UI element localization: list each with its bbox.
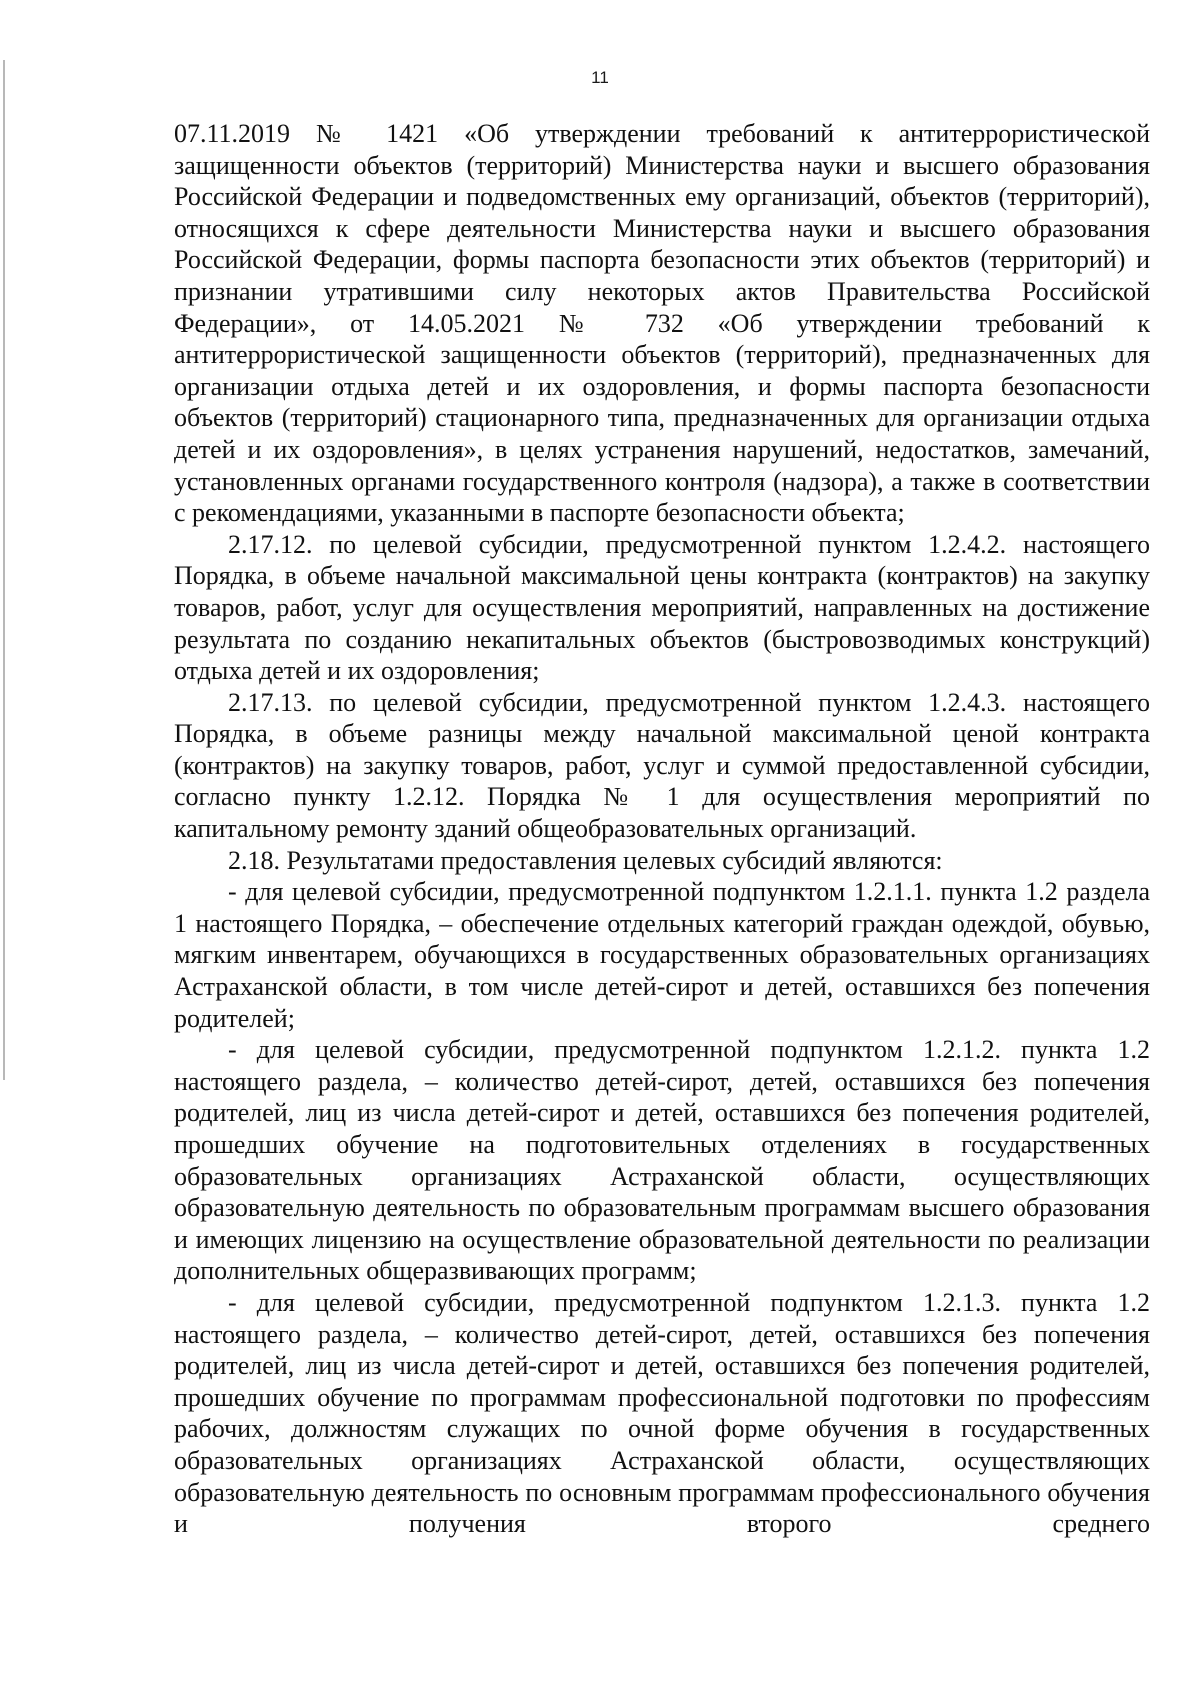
page-number: 11 <box>591 68 609 87</box>
paragraph-2-18: 2.18. Результатами предоставления целевых субсидий являются: <box>228 845 943 875</box>
paragraph-2-17-12: 2.17.12. по целевой субсидии, предусмотренной пунктом 1.2.4.2. настоящего Порядка, в объеме начальной максимальной цены контракта (контрактов) на закупку товаров, работ, услуг для осуществления мероприятий, направленных на достижение результата по созданию некапитальных объектов (быстровозводимых конструкций) отдыха детей и их оздоровления; <box>174 529 1150 686</box>
list-item-subsidy-1-2-1-3: - для целевой субсидии, предусмотренной подпунктом 1.2.1.3. пункта 1.2 настоящего раздела, – количество детей-сирот, детей, оставшихся без попечения родителей, лиц из числа детей-сирот и детей, оставшихся без попечения родителей, прошедших обучение по программам профессиональной подготовки по профессиям рабочих, должностям служащих по очной форме обучения в государственных образовательных организациях Астраханской области, осуществляющих образовательную деятельность по основным программам профессионального обучения и получения второго среднего <box>174 1287 1150 1539</box>
paragraph-2-17-13: 2.17.13. по целевой субсидии, предусмотренной пунктом 1.2.4.3. настоящего Порядка, в объеме разницы между начальной максимальной ценой контракта (контрактов) на закупку товаров, работ, услуг и суммой предоставленной субсидии, согласно пункту 1.2.12. Порядка № 1 для осуществления мероприятий по капитальному ремонту зданий общеобразовательных организаций. <box>174 687 1150 844</box>
paragraph-continuation: 07.11.2019 № 1421 «Об утверждении требований к антитеррористической защищенности объектов (территорий) Министерства науки и высшего образования Российской Федерации и подведомственных ему организаций, объектов (территорий), относящихся к сфере деятельности Министерства науки и высшего образования Российской Федерации, формы паспорта безопасности этих объектов (территорий) и признании утратившими силу некоторых актов Правительства Российской Федерации», от 14.05.2021 № 732 «Об утверждении требований к антитеррористической защищенности объектов (территорий), предназначенных для организации отдыха детей и их оздоровления, и формы паспорта безопасности объектов (территорий) стационарного типа, предназначенных для организации отдыха детей и их оздоровления», в целях устранения нарушений, недостатков, замечаний, установленных органами государственного контроля (надзора), а также в соответствии с рекомендациями, указанными в паспорте безопасности объекта; <box>174 119 1150 528</box>
document-body <box>174 118 1150 1540</box>
list-item-subsidy-1-2-1-2: - для целевой субсидии, предусмотренной подпунктом 1.2.1.2. пункта 1.2 настоящего раздела, – количество детей-сирот, детей, оставшихся без попечения родителей, лиц из числа детей-сирот и детей, оставшихся без попечения родителей, прошедших обучение на подготовительных отделениях в государственных образовательных организациях Астраханской области, осуществляющих образовательную деятельность по образовательным программам высшего образования и имеющих лицензию на осуществление образовательной деятельности по реализации дополнительных общеразвивающих программ; <box>174 1035 1150 1286</box>
list-item-subsidy-1-2-1-1: - для целевой субсидии, предусмотренной подпунктом 1.2.1.1. пункта 1.2 раздела 1 настоящего Порядка, – обеспечение отдельных категорий граждан одеждой, обувью, мягким инвентарем, обучающихся в государственных образовательных организациях Астраханской области, в том числе детей-сирот и детей, оставшихся без попечения родителей; <box>174 877 1150 1033</box>
scan-edge-line <box>3 60 5 1080</box>
